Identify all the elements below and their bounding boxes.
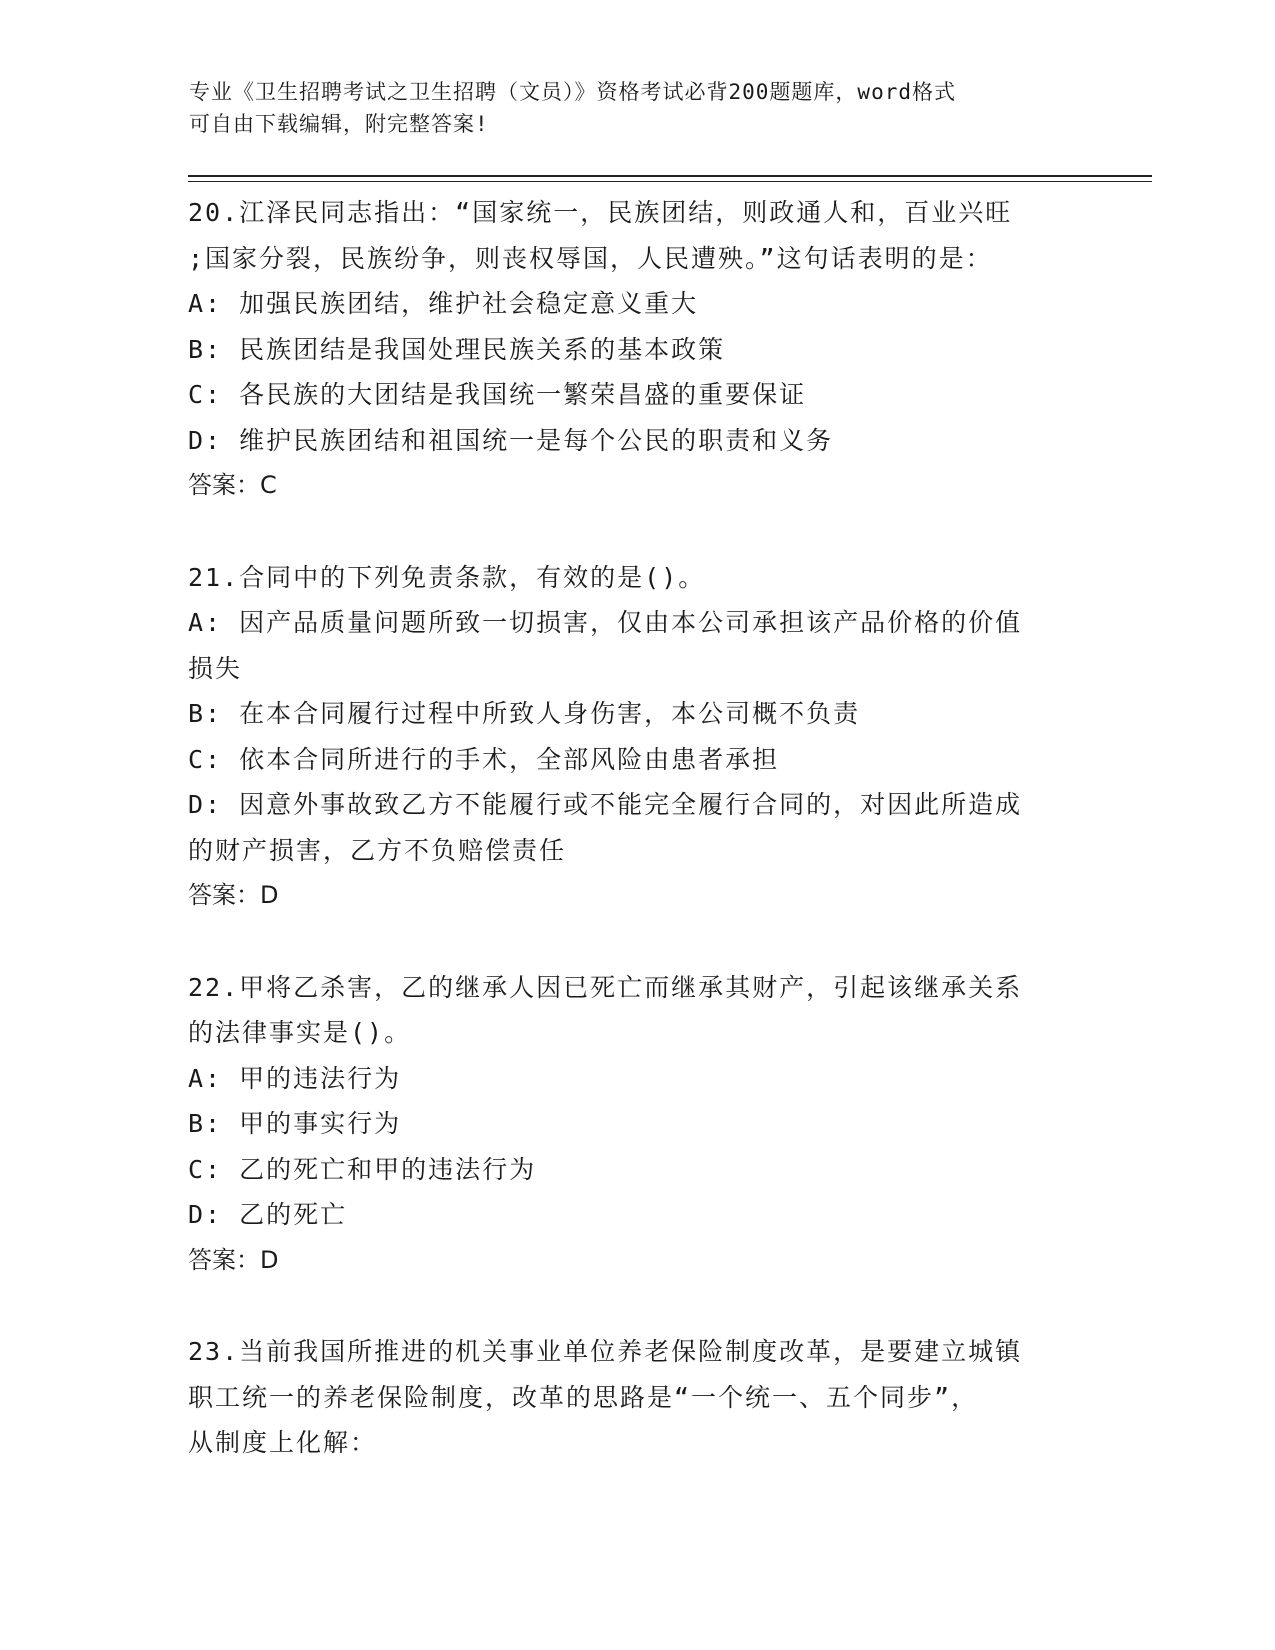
question-22-option-c: C: 乙的死亡和甲的违法行为 — [188, 1154, 537, 1184]
question-20-option-c: C: 各民族的大团结是我国统一繁荣昌盛的重要保证 — [188, 380, 807, 409]
question-21-stem: 21.合同中的下列免责条款，有效的是()。 — [188, 562, 706, 592]
question-21-option-a: A: 因产品质量问题所致一切损害，仅由本公司承担该产品价格的价值 — [188, 608, 1023, 637]
header-line-2: 可自由下载编辑，附完整答案! — [189, 112, 489, 136]
header-divider-thin — [188, 181, 1152, 182]
question-20-option-a: A: 加强民族团结，维护社会稳定意义重大 — [188, 289, 699, 318]
question-22-stem-1: 22.甲将乙杀害，乙的继承人因已死亡而继承其财产，引起该继承关系 — [188, 972, 1023, 1002]
question-20-stem-1: 20.江泽民同志指出：“国家统一，民族团结，则政通人和，百业兴旺 — [188, 198, 1013, 227]
question-list — [188, 190, 1088, 1466]
question-22-answer: 答案：D — [188, 1245, 279, 1274]
question-21-answer: 答案：D — [188, 881, 279, 909]
header-line-1: 专业《卫生招聘考试之卫生招聘（文员）》资格考试必背200题题库，word格式 — [189, 80, 956, 104]
spacer — [188, 919, 1088, 965]
document-header — [189, 76, 1079, 140]
question-21-option-d-cont: 的财产损害，乙方不负赔偿责任 — [188, 835, 567, 865]
spacer — [188, 509, 1088, 555]
question-20-answer: 答案：C — [188, 471, 277, 499]
question-23-stem-3: 从制度上化解： — [188, 1428, 378, 1457]
question-21-option-b: B: 在本合同履行过程中所致人身伤害，本公司概不负责 — [188, 699, 861, 728]
question-21-option-d: D: 因意外事故致乙方不能履行或不能完全履行合同的，对因此所造成 — [188, 790, 1023, 819]
question-23-stem-1: 23.当前我国所推进的机关事业单位养老保险制度改革，是要建立城镇 — [188, 1337, 1023, 1366]
question-21-option-c: C: 依本合同所进行的手术，全部风险由患者承担 — [188, 744, 780, 774]
question-23-stem-2: 职工统一的养老保险制度，改革的思路是“一个统一、五个同步”， — [188, 1382, 979, 1412]
question-22-stem-2: 的法律事实是()。 — [188, 1018, 412, 1047]
question-20-stem-2: ;国家分裂，民族纷争，则丧权辱国，人民遭殃。”这句话表明的是： — [188, 243, 993, 273]
question-20-option-d: D: 维护民族团结和祖国统一是每个公民的职责和义务 — [188, 425, 834, 455]
question-22-option-b: B: 甲的事实行为 — [188, 1109, 402, 1138]
question-20 — [188, 190, 1088, 509]
question-23 — [188, 1329, 1088, 1466]
question-21 — [188, 555, 1088, 919]
header-divider-thick — [188, 175, 1152, 177]
question-22-option-a: A: 甲的违法行为 — [188, 1063, 402, 1093]
question-21-option-a-cont: 损失 — [188, 653, 243, 683]
spacer — [188, 1283, 1088, 1329]
question-22-option-d: D: 乙的死亡 — [188, 1200, 348, 1229]
question-22 — [188, 965, 1088, 1284]
question-20-option-b: B: 民族团结是我国处理民族关系的基本政策 — [188, 334, 726, 364]
